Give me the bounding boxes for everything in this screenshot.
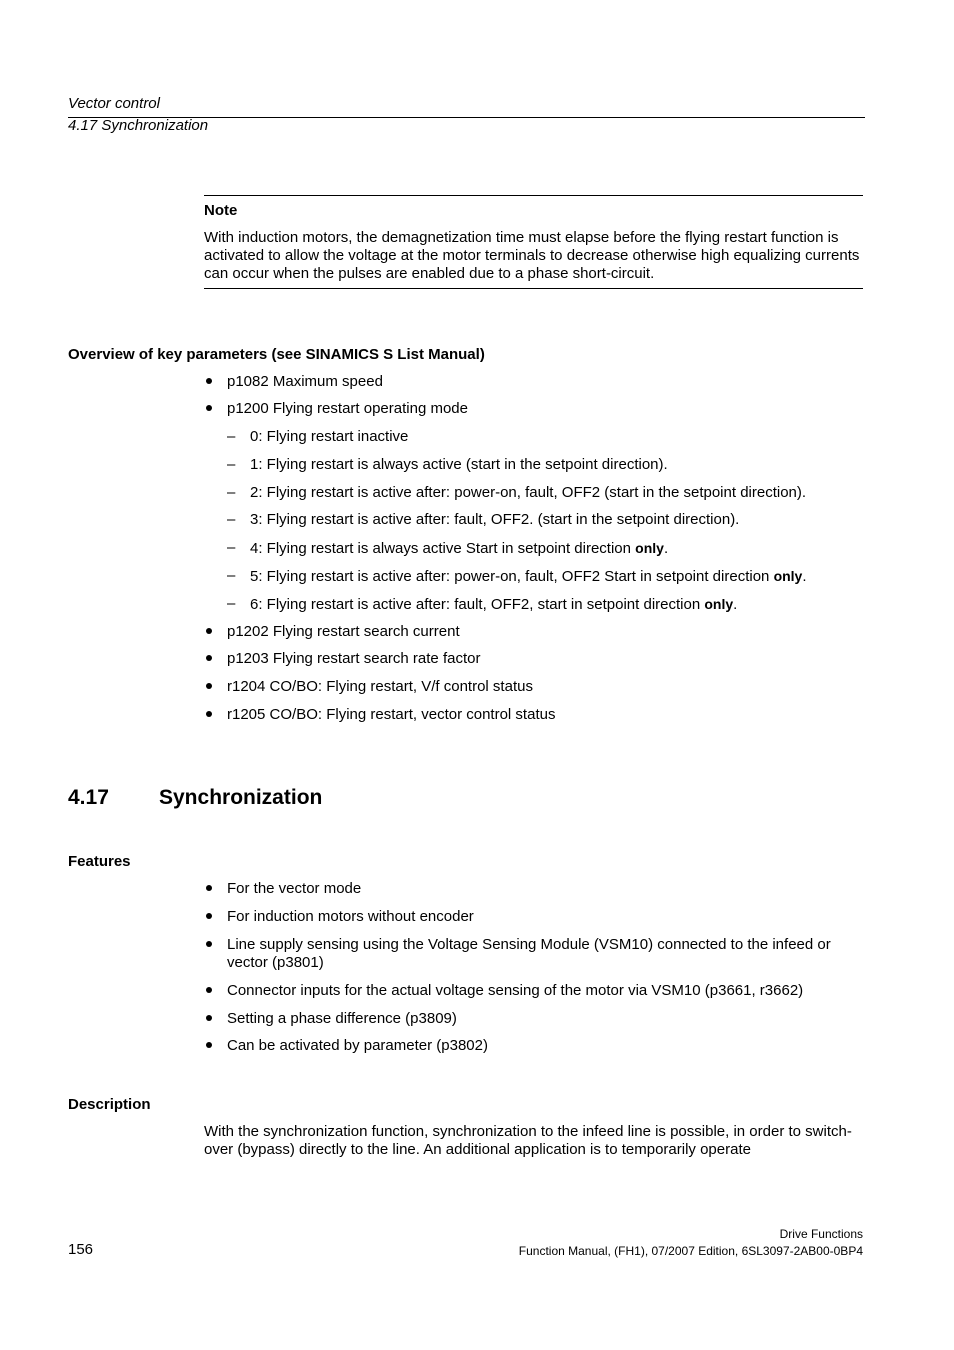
description-heading: Description [68,1096,151,1113]
bullet-dot [206,655,212,661]
bullet-dot [206,885,212,891]
list-item: Line supply sensing using the Voltage Sensing Module (VSM10) connected to the infeed or vector (p3801) [227,936,831,971]
dash-marker: – [227,456,236,473]
dash-marker: – [227,595,236,612]
sub-list-item: 4: Flying restart is always active Start in setpoint direction only. [250,540,669,557]
bullet-dot [206,913,212,919]
bullet-dot [206,405,212,411]
sub-list-item: 3: Flying restart is active after: fault, OFF2. (start in the setpoint direction). [250,511,740,528]
bullet-dot [206,711,212,717]
bullet-dot [206,378,212,384]
dash-marker: – [227,484,236,501]
page-number: 156 [68,1241,94,1258]
bullet-dot [206,1015,212,1021]
list-item: r1205 CO/BO: Flying restart, vector control status [227,706,556,723]
note-text: With induction motors, the demagnetization time must elapse before the flying restart function is activated to allow the voltage at the motor terminals to decrease otherwise high equalizing currents can occur when the pulses are enabled due to a phase short-circuit. [204,229,860,282]
overview-heading: Overview of key parameters (see SINAMICS S List Manual) [68,346,485,363]
sub-list-item: 5: Flying restart is active after: power-on, fault, OFF2 Start in setpoint direction only. [250,568,807,585]
footer-doc-title: Drive Functions [779,1227,863,1241]
list-item: Setting a phase difference (p3809) [227,1010,457,1027]
list-item: p1082 Maximum speed [227,373,383,390]
note-top-rule [204,195,863,196]
dash-marker: – [227,567,236,584]
header-section: 4.17 Synchronization [68,117,209,134]
dash-marker: – [227,539,236,556]
sub-list-item: 0: Flying restart inactive [250,428,409,445]
dash-marker: – [227,511,236,528]
section-title: Synchronization [159,786,323,809]
sub-list-item: 6: Flying restart is active after: fault, OFF2, start in setpoint direction only. [250,596,738,613]
list-item: Connector inputs for the actual voltage sensing of the motor via VSM10 (p3661, r3662) [227,982,804,999]
list-item: p1203 Flying restart search rate factor [227,650,481,667]
list-item: For the vector mode [227,880,362,897]
list-item: Can be activated by parameter (p3802) [227,1037,488,1054]
list-item: p1202 Flying restart search current [227,623,460,640]
footer-doc-info: Function Manual, (FH1), 07/2007 Edition, 6SL3097-2AB00-0BP4 [518,1244,863,1258]
list-item: r1204 CO/BO: Flying restart, V/f control status [227,678,533,695]
bullet-dot [206,1042,212,1048]
header-chapter: Vector control [68,95,160,112]
bullet-dot [206,683,212,689]
bullet-dot [206,941,212,947]
dash-marker: – [227,428,236,445]
description-text: With the synchronization function, synchronization to the infeed line is possible, in order to switch-over (bypass) directly to the line. An additional application is to temporarily operate [204,1123,852,1158]
bullet-dot [206,628,212,634]
list-item: p1200 Flying restart operating mode [227,400,468,417]
list-item: For induction motors without encoder [227,908,474,925]
bullet-dot [206,987,212,993]
note-bottom-rule [204,288,863,289]
features-heading: Features [68,853,131,870]
section-number: 4.17 [68,786,109,809]
sub-list-item: 2: Flying restart is active after: power-on, fault, OFF2 (start in the setpoint direction). [250,484,807,501]
note-title: Note [204,202,238,219]
sub-list-item: 1: Flying restart is always active (start in the setpoint direction). [250,456,668,473]
